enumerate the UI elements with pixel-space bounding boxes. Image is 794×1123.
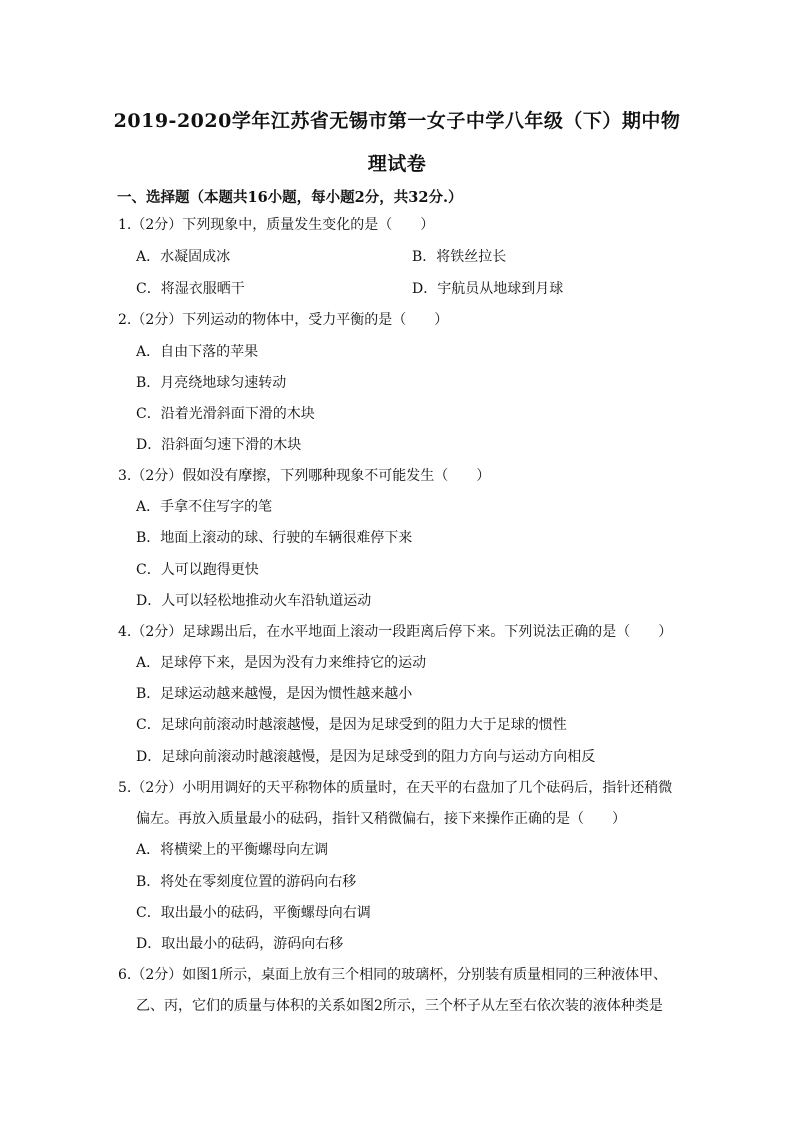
question-5-stem: 5.（2分）小明用调好的天平称物体的质量时，在天平的右盘加了几个砝码后，指针还稍微 [118,780,673,796]
question-3-option-b: B．地面上滚动的球、行驶的车辆很难停下来 [136,530,413,546]
question-5-option-d: D．取出最小的砝码，游码向右移 [136,936,344,952]
question-4-option-d: D．足球向前滚动时越滚越慢，是因为足球受到的阻力方向与运动方向相反 [136,749,596,765]
question-1-stem: 1.（2分）下列现象中，质量发生变化的是（ ） [118,217,435,233]
question-2-option-a: A．自由下落的苹果 [136,344,259,360]
question-1-option-d: D．宇航员从地球到月球 [412,281,564,297]
question-4-option-a: A．足球停下来，是因为没有力来维持它的运动 [136,655,427,671]
question-1-option-a: A．水凝固成冰 [136,249,231,265]
question-6-stem: 6.（2分）如图1所示，桌面上放有三个相同的玻璃杯，分别装有质量相同的三种液体甲、 [118,967,668,983]
question-1-option-b: B．将铁丝拉长 [412,249,507,265]
question-2-option-d: D．沿斜面匀速下滑的木块 [136,437,302,453]
question-2-stem: 2.（2分）下列运动的物体中，受力平衡的是（ ） [118,312,449,328]
question-2-option-c: C．沿着光滑斜面下滑的木块 [136,406,315,422]
question-4-stem: 4.（2分）足球踢出后，在水平地面上滚动一段距离后停下来。下列说法正确的是（ ） [118,624,673,640]
question-4-option-c: C．足球向前滚动时越滚越慢，是因为足球受到的阻力大于足球的惯性 [136,717,567,733]
question-4-option-b: B．足球运动越来越慢，是因为惯性越来越小 [136,686,413,702]
question-3-option-a: A．手拿不住写字的笔 [136,499,273,515]
question-3-option-c: C．人可以跑得更快 [136,562,259,578]
question-5-option-b: B．将处在零刻度位置的游码向右移 [136,874,357,890]
question-5-stem-continued: 偏左。再放入质量最小的砝码，指针又稍微偏右，接下来操作正确的是（ ） [136,811,626,827]
question-3-option-d: D．人可以轻松地推动火车沿轨道运动 [136,593,372,609]
question-1-option-c: C．将湿衣服晒干 [136,281,245,297]
question-2-option-b: B．月亮绕地球匀速转动 [136,375,287,391]
exam-title-line2: 理试卷 [367,153,427,175]
question-5-option-a: A．将横梁上的平衡螺母向左调 [136,842,329,858]
question-6-stem-continued: 乙、丙，它们的质量与体积的关系如图2所示，三个杯子从左至右依次装的液体种类是 [136,998,663,1014]
section-heading: 一、选择题（本题共16小题，每小题2分，共32分.） [117,189,463,206]
question-5-option-c: C．取出最小的砝码，平衡螺母向右调 [136,905,371,921]
question-3-stem: 3.（2分）假如没有摩擦，下列哪种现象不可能发生（ ） [118,468,491,484]
exam-title-line1: 2019-2020学年江苏省无锡市第一女子中学八年级（下）期中物 [113,110,681,132]
